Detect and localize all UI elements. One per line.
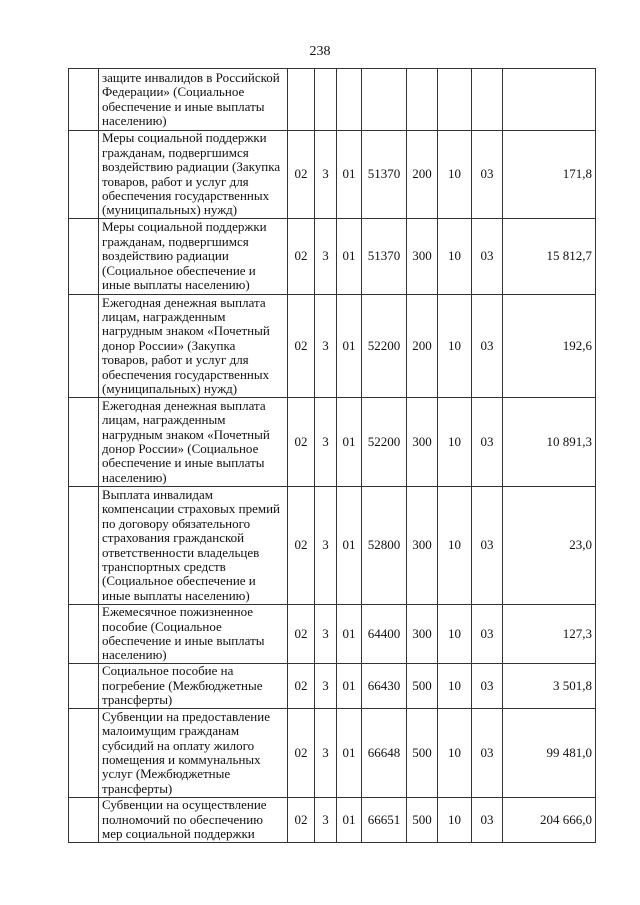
row-code-cell: 66430 (362, 664, 407, 709)
row-name-cell: Ежегодная денежная выплата лицам, награжденным нагрудным знаком «Почетный донор России» (Социальное обеспечение и иные выплаты населению) (99, 398, 288, 487)
table-row (69, 295, 596, 398)
table-row (69, 605, 596, 664)
row-code-cell: 02 (288, 131, 315, 219)
row-code-cell: 01 (337, 709, 362, 798)
row-code-cell: 3 (315, 131, 337, 219)
row-code-cell: 500 (407, 798, 438, 843)
row-code-cell: 10 (438, 398, 472, 487)
page-number: 238 (309, 44, 331, 59)
row-code-cell: 03 (472, 605, 503, 664)
row-number-cell (69, 131, 99, 219)
row-number-cell (69, 69, 99, 131)
row-number-cell (69, 664, 99, 709)
row-code-cell: 03 (472, 219, 503, 295)
row-number-cell (69, 798, 99, 843)
row-number-cell (69, 605, 99, 664)
row-code-cell: 10 (438, 487, 472, 605)
row-code-cell: 3 (315, 798, 337, 843)
row-code-cell: 01 (337, 664, 362, 709)
row-sum-cell: 15 812,7 (503, 219, 596, 295)
table-row (69, 69, 596, 131)
row-name-cell: Социальное пособие на погребение (Межбюджетные трансферты) (99, 664, 288, 709)
row-code-cell: 10 (438, 131, 472, 219)
table-row (69, 131, 596, 219)
row-code-cell: 01 (337, 131, 362, 219)
row-code-cell: 51370 (362, 219, 407, 295)
row-sum-cell: 204 666,0 (503, 798, 596, 843)
row-code-cell: 10 (438, 664, 472, 709)
row-name-cell: Субвенции на предоставление малоимущим гражданам субсидий на оплату жилого помещения и коммунальных услуг (Межбюджетные трансферты) (99, 709, 288, 798)
row-code-cell: 52800 (362, 487, 407, 605)
row-code-cell: 300 (407, 219, 438, 295)
row-sum-cell: 171,8 (503, 131, 596, 219)
table-row (69, 487, 596, 605)
row-code-cell: 10 (438, 295, 472, 398)
row-code-cell: 01 (337, 398, 362, 487)
row-code-cell (315, 69, 337, 131)
row-code-cell: 3 (315, 398, 337, 487)
row-code-cell: 01 (337, 798, 362, 843)
table-row (69, 398, 596, 487)
row-number-cell (69, 219, 99, 295)
row-code-cell: 02 (288, 295, 315, 398)
row-code-cell: 3 (315, 219, 337, 295)
row-code-cell: 01 (337, 605, 362, 664)
row-code-cell: 10 (438, 605, 472, 664)
row-code-cell: 10 (438, 219, 472, 295)
row-name-cell: Субвенции на осуществление полномочий по обеспечению мер социальной поддержки (99, 798, 288, 843)
row-sum-cell: 99 481,0 (503, 709, 596, 798)
row-code-cell: 02 (288, 709, 315, 798)
row-code-cell: 03 (472, 487, 503, 605)
row-code-cell: 3 (315, 487, 337, 605)
row-code-cell: 10 (438, 709, 472, 798)
row-code-cell: 66651 (362, 798, 407, 843)
row-code-cell: 03 (472, 798, 503, 843)
row-sum-cell: 3 501,8 (503, 664, 596, 709)
row-code-cell: 3 (315, 709, 337, 798)
row-name-cell: Ежегодная денежная выплата лицам, награжденным нагрудным знаком «Почетный донор России» (Закупка товаров, работ и услуг для обеспечения государственных (муниципальных) нужд) (99, 295, 288, 398)
row-code-cell: 03 (472, 709, 503, 798)
row-code-cell: 02 (288, 798, 315, 843)
row-code-cell: 03 (472, 664, 503, 709)
row-name-cell: защите инвалидов в Российской Федерации» (Социальное обеспечение и иные выплаты населению) (99, 69, 288, 131)
row-name-cell: Меры социальной поддержки гражданам, подвергшимся воздействию радиации (Социальное обеспечение и иные выплаты населению) (99, 219, 288, 295)
row-sum-cell (503, 69, 596, 131)
row-code-cell: 200 (407, 131, 438, 219)
budget-table (68, 68, 596, 843)
row-sum-cell: 23,0 (503, 487, 596, 605)
row-code-cell: 300 (407, 487, 438, 605)
row-code-cell: 300 (407, 398, 438, 487)
row-code-cell (337, 69, 362, 131)
table-row (69, 219, 596, 295)
row-code-cell: 500 (407, 709, 438, 798)
row-number-cell (69, 487, 99, 605)
row-sum-cell: 127,3 (503, 605, 596, 664)
row-name-cell: Выплата инвалидам компенсации страховых премий по договору обязательного страхования гражданской ответственности владельцев транспортных средств (Социальное обеспечение и иные выплаты населению) (99, 487, 288, 605)
row-code-cell (472, 69, 503, 131)
row-code-cell: 3 (315, 295, 337, 398)
table-row (69, 798, 596, 843)
row-code-cell: 01 (337, 295, 362, 398)
row-sum-cell: 192,6 (503, 295, 596, 398)
row-code-cell: 51370 (362, 131, 407, 219)
row-number-cell (69, 398, 99, 487)
row-code-cell (407, 69, 438, 131)
row-code-cell (362, 69, 407, 131)
row-code-cell: 02 (288, 398, 315, 487)
row-code-cell: 200 (407, 295, 438, 398)
row-code-cell: 01 (337, 487, 362, 605)
row-code-cell: 03 (472, 131, 503, 219)
row-code-cell: 300 (407, 605, 438, 664)
row-number-cell (69, 709, 99, 798)
row-number-cell (69, 295, 99, 398)
row-code-cell: 02 (288, 487, 315, 605)
row-code-cell: 02 (288, 605, 315, 664)
row-name-cell: Ежемесячное пожизненное пособие (Социальное обеспечение и иные выплаты населению) (99, 605, 288, 664)
row-code-cell: 03 (472, 398, 503, 487)
row-code-cell: 02 (288, 664, 315, 709)
row-code-cell: 64400 (362, 605, 407, 664)
row-code-cell (438, 69, 472, 131)
row-code-cell: 3 (315, 664, 337, 709)
row-sum-cell: 10 891,3 (503, 398, 596, 487)
row-code-cell: 52200 (362, 295, 407, 398)
row-code-cell: 500 (407, 664, 438, 709)
table-row (69, 709, 596, 798)
row-name-cell: Меры социальной поддержки гражданам, подвергшимся воздействию радиации (Закупка товаров, работ и услуг для обеспечения государственных (муниципальных) нужд) (99, 131, 288, 219)
row-code-cell (288, 69, 315, 131)
row-code-cell: 66648 (362, 709, 407, 798)
row-code-cell: 52200 (362, 398, 407, 487)
row-code-cell: 01 (337, 219, 362, 295)
table-row (69, 664, 596, 709)
row-code-cell: 3 (315, 605, 337, 664)
row-code-cell: 03 (472, 295, 503, 398)
row-code-cell: 02 (288, 219, 315, 295)
row-code-cell: 10 (438, 798, 472, 843)
